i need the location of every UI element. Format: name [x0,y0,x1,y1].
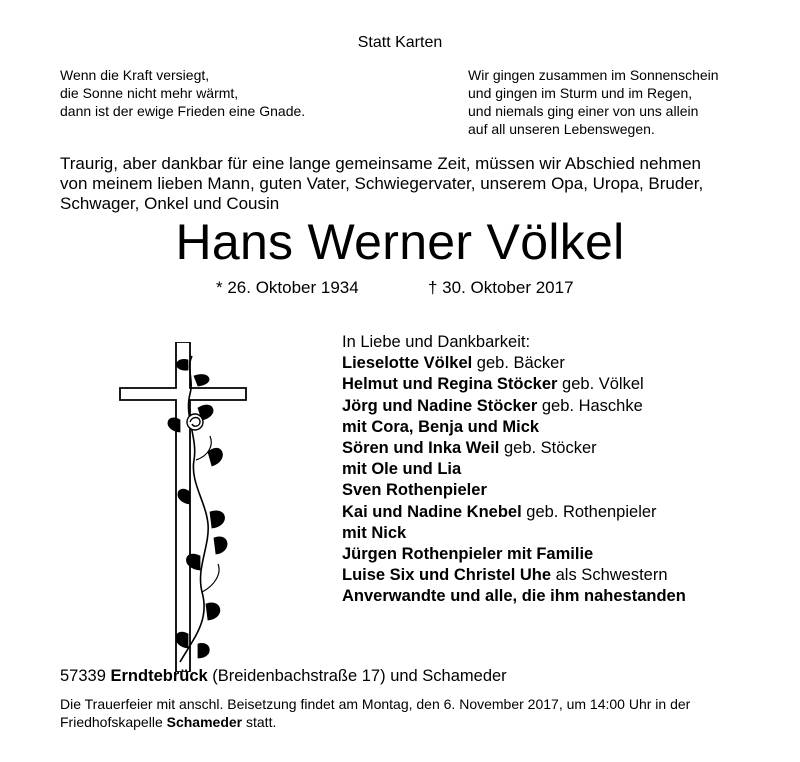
mourner-entry: Helmut und Regina Stöcker geb. Völkel [342,375,644,394]
intro-line: Traurig, aber dankbar für eine lange gemeinsame Zeit, müssen wir Abschied nehmen [60,154,701,173]
mourner-entry: Anverwandte und alle, die ihm nahestanden [342,587,686,606]
death-date: † 30. Oktober 2017 [428,278,574,297]
mourners-heading: In Liebe und Dankbarkeit: [342,333,531,351]
mourner-entry: Kai und Nadine Knebel geb. Rothenpieler [342,502,657,521]
mourner-entry: Sven Rothenpieler [342,481,487,500]
mourner-entry: Jürgen Rothenpieler mit Familie [342,545,594,564]
deceased-name: Hans Werner Völkel [175,214,625,270]
service-line-1: Die Trauerfeier mit anschl. Beisetzung findet am Montag, den 6. November 2017, um 14:00 Uhr in der [60,696,691,712]
mourner-entry: mit Cora, Benja und Mick [342,417,540,436]
cross-with-vine-icon [118,342,248,672]
poem-right-line: und gingen im Sturm und im Regen, [468,85,693,101]
mourner-entry: Jörg und Nadine Stöcker geb. Haschke [342,396,643,415]
address-rest: (Breidenbachstraße 17) und Schameder [212,667,507,685]
mourner-entry: mit Nick [342,523,407,542]
mourner-entry: Lieselotte Völkel geb. Bäcker [342,354,565,373]
poem-left-line: Wenn die Kraft versiegt, [60,67,210,83]
poem-right [468,66,778,138]
mourners-list [342,332,762,608]
mourner-entry: Sören und Inka Weil geb. Stöcker [342,439,597,458]
address-city: Erndtebrück [110,667,208,685]
mourner-entry: mit Ole und Lia [342,460,462,479]
address-zip: 57339 [60,667,106,685]
address-line [60,667,507,686]
poem-left [60,66,390,120]
intro-line: Schwager, Onkel und Cousin [60,194,280,213]
service-notice [60,695,780,731]
mourner-entry: Luise Six und Christel Uhe als Schwestern [342,566,668,585]
birth-date: * 26. Oktober 1934 [216,278,359,297]
intro-text [60,154,770,214]
header-statt-karten: Statt Karten [357,34,443,51]
poem-right-line: auf all unseren Lebenswegen. [468,121,655,137]
poem-right-line: Wir gingen zusammen im Sonnenschein [468,67,719,83]
service-line-2: Friedhofskapelle Schameder statt. [60,714,277,730]
poem-left-line: die Sonne nicht mehr wärmt, [60,85,239,101]
intro-line: von meinem lieben Mann, guten Vater, Schwiegervater, unserem Opa, Uropa, Bruder, [60,174,704,193]
poem-right-line: und niemals ging einer von uns allein [468,103,699,119]
poem-left-line: dann ist der ewige Frieden eine Gnade. [60,103,306,119]
